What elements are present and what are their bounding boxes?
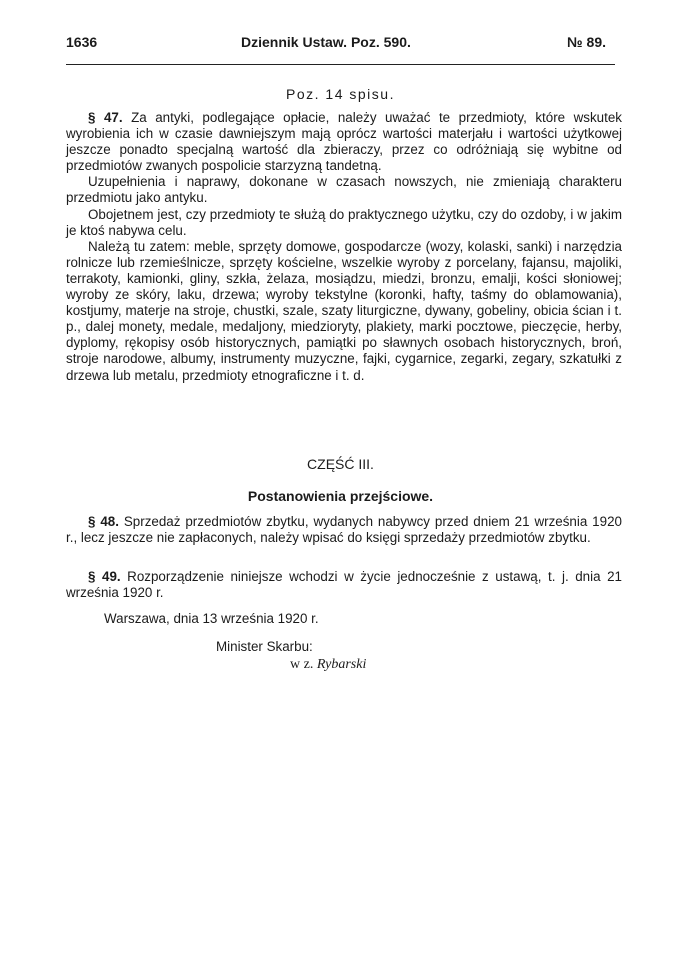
paragraph-47-symbol: § 47. <box>88 110 123 125</box>
minister-title: Minister Skarbu: <box>216 639 313 654</box>
section-title: Postanowienia przejściowe. <box>247 488 434 504</box>
signature-name: Rybarski <box>316 657 367 672</box>
paragraph-48-block <box>66 514 622 546</box>
paragraph-49 <box>66 569 622 601</box>
part-title: CZĘŚĆ III. <box>307 456 374 472</box>
paragraph-48-symbol: § 48. <box>88 514 119 529</box>
page-number: 1636 <box>66 34 98 50</box>
page-header <box>66 34 614 56</box>
paragraph-49-symbol: § 49. <box>88 569 121 584</box>
signature-prefix: w z. <box>290 657 314 672</box>
issue-number: № 89. <box>567 34 606 50</box>
list-title: Poz. 14 spisu. <box>286 86 395 102</box>
paragraph-obojetnem: Obojetnem jest, czy przedmioty te służą do praktycznego użytku, czy do ozdoby, i w jakim je ktoś nabywa celu. <box>66 206 622 238</box>
paragraph-uzupelnienia: Uzupełnienia i naprawy, dokonane w czasach nowszych, nie zmieniają charakteru przedmiotu jako antyku. <box>66 174 622 206</box>
paragraph-47-text: Za antyki, podlegające opłacie, należy uważać te przedmioty, które wskutek wyrobienia ich w czasie dawniejszym mają oprócz wartości materjału i wartości użytkowej jeszcze ponadto specjalną wartość dla zbieraczy, przez co odróżniają się wybitne od przedmiotów zwanych pospolicie starzyzną tandetną. <box>66 110 622 174</box>
signature <box>290 657 366 673</box>
journal-title: Dziennik Ustaw. Poz. 590. <box>241 34 411 50</box>
place-date: Warszawa, dnia 13 września 1920 r. <box>104 611 319 626</box>
paragraph-48 <box>66 514 622 546</box>
header-rule <box>66 64 615 65</box>
paragraph-47 <box>66 110 622 174</box>
paragraph-49-text: Rozporządzenie niniejsze wchodzi w życie jednocześnie z ustawą, t. j. dnia 21 września 1920 r. <box>66 569 622 601</box>
paragraph-48-text: Sprzedaż przedmiotów zbytku, wydanych nabywcy przed dniem 21 września 1920 r., lecz jeszcze nie zapłaconych, należy wpisać do księgi sprzedaży przedmiotów zbytku. <box>66 514 622 546</box>
antiques-section <box>66 110 622 384</box>
paragraph-naleza: Należą tu zatem: meble, sprzęty domowe, gospodarcze (wozy, kolaski, sanki) i narzędzia rolnicze lub rzemieślnicze, sprzęty kościelne, wszelkie wyroby z porcelany, fajansu, majoliki, terrakoty, kamionki, gliny, szkła, żelaza, mosiądzu, miedzi, bronzu, emalji, kości słoniowej; wyroby ze skóry, laku, drzewa; wyroby tekstylne (koronki, hafty, taśmy do oblamowania), kostjumy, materje na stroje, chustki, szale, szaty liturgiczne, dywany, gobeliny, obicia ścian i t. p., dalej monety, medale, medaljony, miedzioryty, plakiety, marki pocztowe, pieczęcie, herby, dyplomy, rękopisy osób historycznych, pamiątki po sławnych osobach historycznych, broń, stroje narodowe, albumy, instrumenty muzyczne, fajki, cygarnice, zegarki, zegary, szkatułki z drzewa lub metalu, przedmioty etnograficzne i t. d. <box>66 238 622 383</box>
paragraph-49-block <box>66 569 622 601</box>
